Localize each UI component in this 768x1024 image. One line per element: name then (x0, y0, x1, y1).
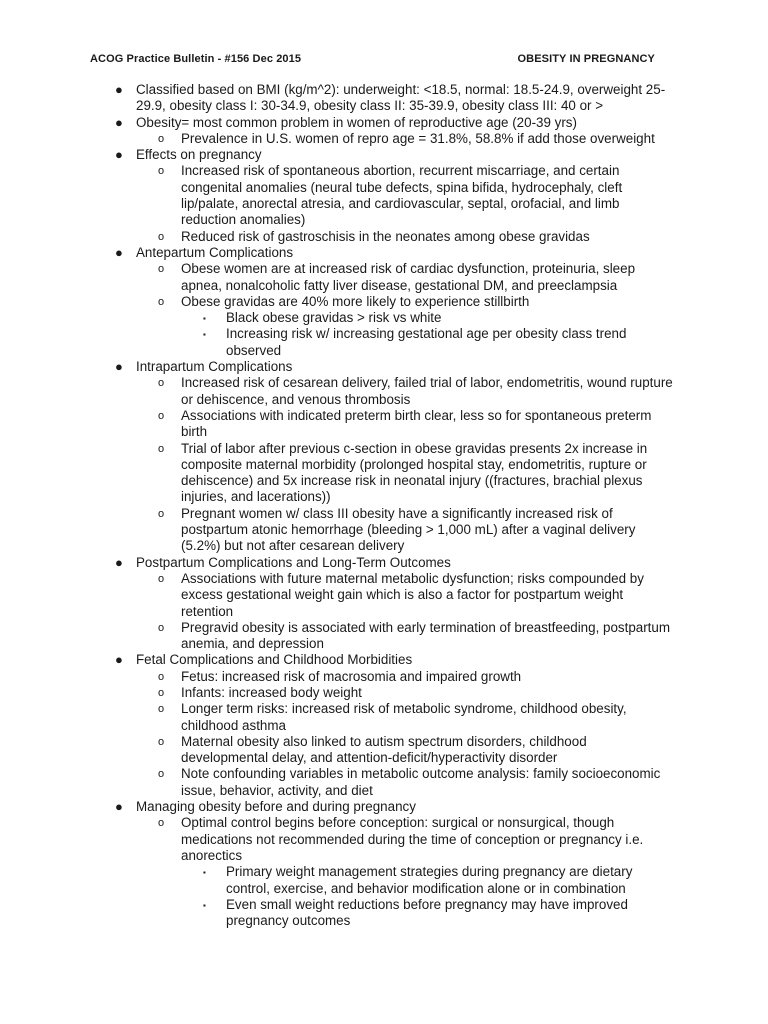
list-item (115, 244, 676, 261)
list-item-text: Increasing risk w/ increasing gestational age per obesity class trend observed (226, 326, 627, 358)
list-item-text: Longer term risks: increased risk of metabolic syndrome, childhood obesity, childhood asthma (181, 701, 627, 733)
list-item (158, 668, 676, 685)
list-item (158, 130, 676, 147)
list-item-text: Pregnant women w/ class III obesity have a significantly increased risk of postpartum atonic hemorrhage (bleeding > 1,000 mL) after a vaginal delivery (5.2%) but not after cesarean delivery (181, 505, 636, 554)
list-item-text: Increased risk of spontaneous abortion, recurrent miscarriage, and certain congenital anomalies (neural tube defects, spina bifida, hydrocephaly, cleft lip/palate, anorectal atresia, and cardiovascular, septal, orofacial, and limb reduction anomalies) (181, 163, 623, 228)
list-item (158, 228, 676, 245)
list-item (158, 163, 676, 228)
bullet-circle-icon: o (158, 621, 165, 634)
list-item-text: Associations with indicated preterm birth clear, less so for spontaneous preterm birth (181, 407, 652, 440)
list-item-text: Infants: increased body weight (181, 684, 362, 700)
header-bulletin-title: ACOG Practice Bulletin - #156 Dec 2015 (90, 53, 302, 65)
list-item (115, 554, 676, 571)
bullet-square-icon: ▪ (203, 868, 206, 878)
list-item (115, 652, 676, 668)
list-item-text: Maternal obesity also linked to autism spectrum disorders, childhood developmental delay, and attention-deficit/hyperactivity disorder (181, 733, 587, 766)
list-item-text: Fetus: increased risk of macrosomia and impaired growth (181, 668, 522, 684)
list-item-text: Reduced risk of gastroschisis in the neonates among obese gravidas (181, 228, 590, 244)
list-item-text: Obese women are at increased risk of cardiac dysfunction, proteinuria, sleep apnea, nonalcoholic fatty liver disease, gestational DM, and preeclampsia (181, 261, 636, 293)
list-item (158, 375, 676, 408)
list-item-text: Pregravid obesity is associated with early termination of breastfeeding, postpartum anemia, and depression (181, 619, 671, 652)
bullet-square-icon: ▪ (203, 314, 206, 324)
list-item-text: Even small weight reductions before pregnancy may have improved pregnancy outcomes (226, 896, 628, 929)
list-item-text: Note confounding variables in metabolic outcome analysis: family socioeconomic issue, behavior, activity, and diet (181, 766, 661, 798)
list-item-text: Associations with future maternal metabolic dysfunction; risks compounded by excess gestational weight gain which is also a factor for postpartum weight retention (181, 570, 644, 619)
list-item (203, 310, 676, 326)
list-item-text: Black obese gravidas > risk vs white (226, 310, 442, 326)
bullet-circle-icon: o (158, 263, 165, 276)
bullet-circle-icon: o (158, 703, 165, 716)
list-item-text: Antepartum Complications (136, 244, 294, 260)
bullet-circle-icon: o (158, 442, 165, 455)
bullet-circle-icon: o (158, 377, 165, 390)
bullet-disc-icon: ● (115, 82, 123, 97)
bullet-disc-icon: ● (115, 244, 123, 260)
header-topic: OBESITY IN PREGNANCY (517, 53, 655, 65)
list-item (158, 440, 676, 506)
list-item-text: Classified based on BMI (kg/m^2): underweight: <18.5, normal: 18.5-24.9, overweight 25-29.9, obesity class I: 30-34.9, obesity class II: 35-39.9, obesity class III: 40 or > (136, 82, 666, 114)
list-item-text: Obesity= most common problem in women of reproductive age (20-39 yrs) (136, 114, 577, 130)
list-item-text: Primary weight management strategies during pregnancy are dietary control, exercise, and behavior modification alone or in combination (226, 864, 633, 896)
list-item-text: Trial of labor after previous c-section in obese gravidas presents 2x increase in composite maternal morbidity (prolonged hospital stay, endometritis, rupture or dehiscence) and 5x increase risk in neonatal injury ((fractures, brachial plexus injuries, and lacerations)) (181, 440, 648, 505)
bullet-disc-icon: ● (115, 554, 123, 570)
bullet-disc-icon: ● (115, 114, 123, 130)
bullet-circle-icon: o (158, 295, 165, 308)
bullet-circle-icon: o (158, 686, 165, 699)
bullet-circle-icon: o (158, 572, 165, 585)
bullet-square-icon: ▪ (203, 900, 206, 910)
list-item (158, 261, 676, 294)
list-item-text: Intrapartum Complications (136, 359, 293, 375)
list-item-text: Postpartum Complications and Long-Term Outcomes (136, 554, 451, 570)
bullet-square-icon: ▪ (203, 330, 206, 340)
bullet-circle-icon: o (158, 507, 165, 520)
bullet-disc-icon: ● (115, 652, 123, 668)
list-item (115, 147, 676, 163)
list-item (158, 684, 676, 701)
bullet-circle-icon: o (158, 817, 165, 830)
list-item (203, 326, 676, 359)
list-item-text: Optimal control begins before conception: surgical or nonsurgical, though medications not recommended during the time of conception or pregnancy i.e. anorectics (181, 815, 644, 863)
bullet-circle-icon: o (158, 670, 165, 683)
list-item (158, 619, 676, 653)
list-item-text: Prevalence in U.S. women of repro age = 31.8%, 58.8% if add those overweight (181, 130, 655, 146)
bullet-disc-icon: ● (115, 147, 123, 163)
list-item (115, 799, 676, 815)
list-item (158, 815, 676, 864)
bullet-circle-icon: o (158, 409, 165, 422)
list-item (158, 293, 676, 310)
list-item (115, 82, 676, 115)
bullet-circle-icon: o (158, 735, 165, 748)
list-item (158, 701, 676, 734)
list-item (158, 733, 676, 767)
page-header (90, 53, 655, 65)
list-item (203, 896, 676, 930)
list-item (115, 114, 676, 131)
bullet-list (0, 82, 768, 929)
list-item (158, 505, 676, 555)
list-item (115, 359, 676, 375)
bullet-circle-icon: o (158, 768, 165, 781)
list-item-text: Obese gravidas are 40% more likely to experience stillbirth (181, 293, 530, 309)
bullet-circle-icon: o (158, 132, 165, 145)
list-item (158, 407, 676, 441)
list-item-text: Managing obesity before and during pregnancy (136, 799, 416, 815)
bullet-circle-icon: o (158, 230, 165, 243)
list-item-text: Increased risk of cesarean delivery, failed trial of labor, endometritis, wound rupture or dehiscence, and venous thrombosis (181, 375, 673, 407)
bullet-circle-icon: o (158, 165, 165, 178)
bullet-disc-icon: ● (115, 359, 123, 375)
list-item (158, 766, 676, 799)
list-item (203, 864, 676, 897)
list-item (158, 570, 676, 620)
list-item-text: Fetal Complications and Childhood Morbidities (136, 652, 413, 668)
list-item-text: Effects on pregnancy (136, 147, 262, 163)
bullet-disc-icon: ● (115, 799, 123, 815)
